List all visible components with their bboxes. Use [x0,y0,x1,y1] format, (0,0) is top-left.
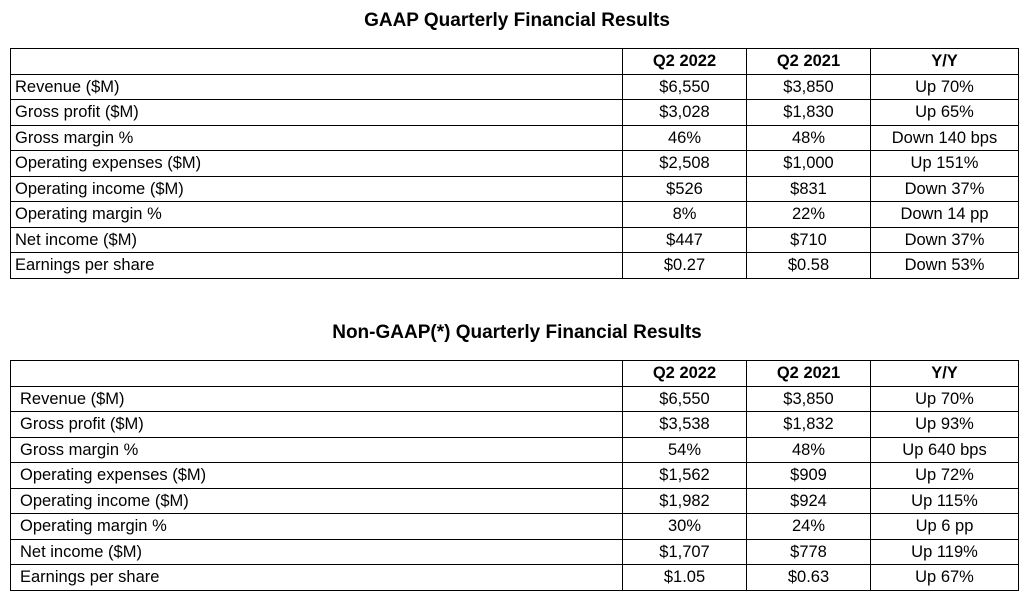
yoy-change: Down 37% [871,227,1019,253]
table-row [11,437,1019,463]
header-q2-2021: Q2 2021 [747,361,871,387]
value-q2-2022: 46% [623,125,747,151]
value-q2-2022: $447 [623,227,747,253]
value-q2-2022: $0.27 [623,253,747,279]
table-row [11,100,1019,126]
value-q2-2021: $3,850 [747,386,871,412]
value-q2-2021: $1,832 [747,412,871,438]
yoy-change: Up 70% [871,386,1019,412]
metric-label: Operating margin % [11,202,623,228]
value-q2-2022: $1.05 [623,565,747,591]
metric-label: Earnings per share [11,253,623,279]
table-row [11,253,1019,279]
metric-label: Operating income ($M) [11,176,623,202]
header-yoy: Y/Y [871,49,1019,75]
value-q2-2022: $3,028 [623,100,747,126]
value-q2-2022: $526 [623,176,747,202]
value-q2-2022: $1,562 [623,463,747,489]
header-yoy: Y/Y [871,361,1019,387]
header-label-cell [11,361,623,387]
table-row [11,514,1019,540]
table-row [11,386,1019,412]
yoy-change: Up 640 bps [871,437,1019,463]
metric-label: Operating expenses ($M) [11,151,623,177]
metric-label: Gross profit ($M) [11,100,623,126]
nongaap-results-table [10,360,1019,591]
metric-label: Earnings per share [11,565,623,591]
yoy-change: Up 93% [871,412,1019,438]
gaap-results-table [10,48,1019,279]
value-q2-2021: $924 [747,488,871,514]
value-q2-2021: $3,850 [747,74,871,100]
value-q2-2022: $2,508 [623,151,747,177]
value-q2-2022: $3,538 [623,412,747,438]
table-row [11,539,1019,565]
header-q2-2021: Q2 2021 [747,49,871,75]
value-q2-2022: $6,550 [623,74,747,100]
value-q2-2021: $831 [747,176,871,202]
yoy-change: Up 6 pp [871,514,1019,540]
value-q2-2021: $778 [747,539,871,565]
value-q2-2022: $1,707 [623,539,747,565]
header-q2-2022: Q2 2022 [623,361,747,387]
table-header-row [11,49,1019,75]
yoy-change: Up 151% [871,151,1019,177]
value-q2-2022: 54% [623,437,747,463]
table-row [11,74,1019,100]
yoy-change: Down 140 bps [871,125,1019,151]
table-row [11,227,1019,253]
nongaap-table-title: Non-GAAP(*) Quarterly Financial Results [332,322,702,343]
yoy-change: Down 14 pp [871,202,1019,228]
header-q2-2022: Q2 2022 [623,49,747,75]
header-label-cell [11,49,623,75]
table-row [11,151,1019,177]
metric-label: Gross margin % [11,125,623,151]
table-row [11,125,1019,151]
value-q2-2021: 22% [747,202,871,228]
value-q2-2022: 8% [623,202,747,228]
value-q2-2021: $0.58 [747,253,871,279]
value-q2-2022: 30% [623,514,747,540]
table-row [11,176,1019,202]
value-q2-2021: 48% [747,125,871,151]
metric-label: Operating margin % [11,514,623,540]
yoy-change: Up 67% [871,565,1019,591]
metric-label: Operating expenses ($M) [11,463,623,489]
yoy-change: Down 53% [871,253,1019,279]
value-q2-2021: 24% [747,514,871,540]
table-header-row [11,361,1019,387]
metric-label: Gross margin % [11,437,623,463]
table-row [11,488,1019,514]
metric-label: Revenue ($M) [11,74,623,100]
value-q2-2021: $909 [747,463,871,489]
yoy-change: Up 70% [871,74,1019,100]
yoy-change: Up 65% [871,100,1019,126]
yoy-change: Up 119% [871,539,1019,565]
yoy-change: Down 37% [871,176,1019,202]
table-row [11,412,1019,438]
value-q2-2021: $710 [747,227,871,253]
value-q2-2021: $1,000 [747,151,871,177]
value-q2-2022: $6,550 [623,386,747,412]
table-row [11,565,1019,591]
value-q2-2022: $1,982 [623,488,747,514]
table-row [11,202,1019,228]
value-q2-2021: 48% [747,437,871,463]
table-row [11,463,1019,489]
yoy-change: Up 115% [871,488,1019,514]
value-q2-2021: $0.63 [747,565,871,591]
value-q2-2021: $1,830 [747,100,871,126]
yoy-change: Up 72% [871,463,1019,489]
metric-label: Gross profit ($M) [11,412,623,438]
gaap-table-title: GAAP Quarterly Financial Results [364,10,670,31]
metric-label: Net income ($M) [11,227,623,253]
metric-label: Operating income ($M) [11,488,623,514]
metric-label: Net income ($M) [11,539,623,565]
metric-label: Revenue ($M) [11,386,623,412]
